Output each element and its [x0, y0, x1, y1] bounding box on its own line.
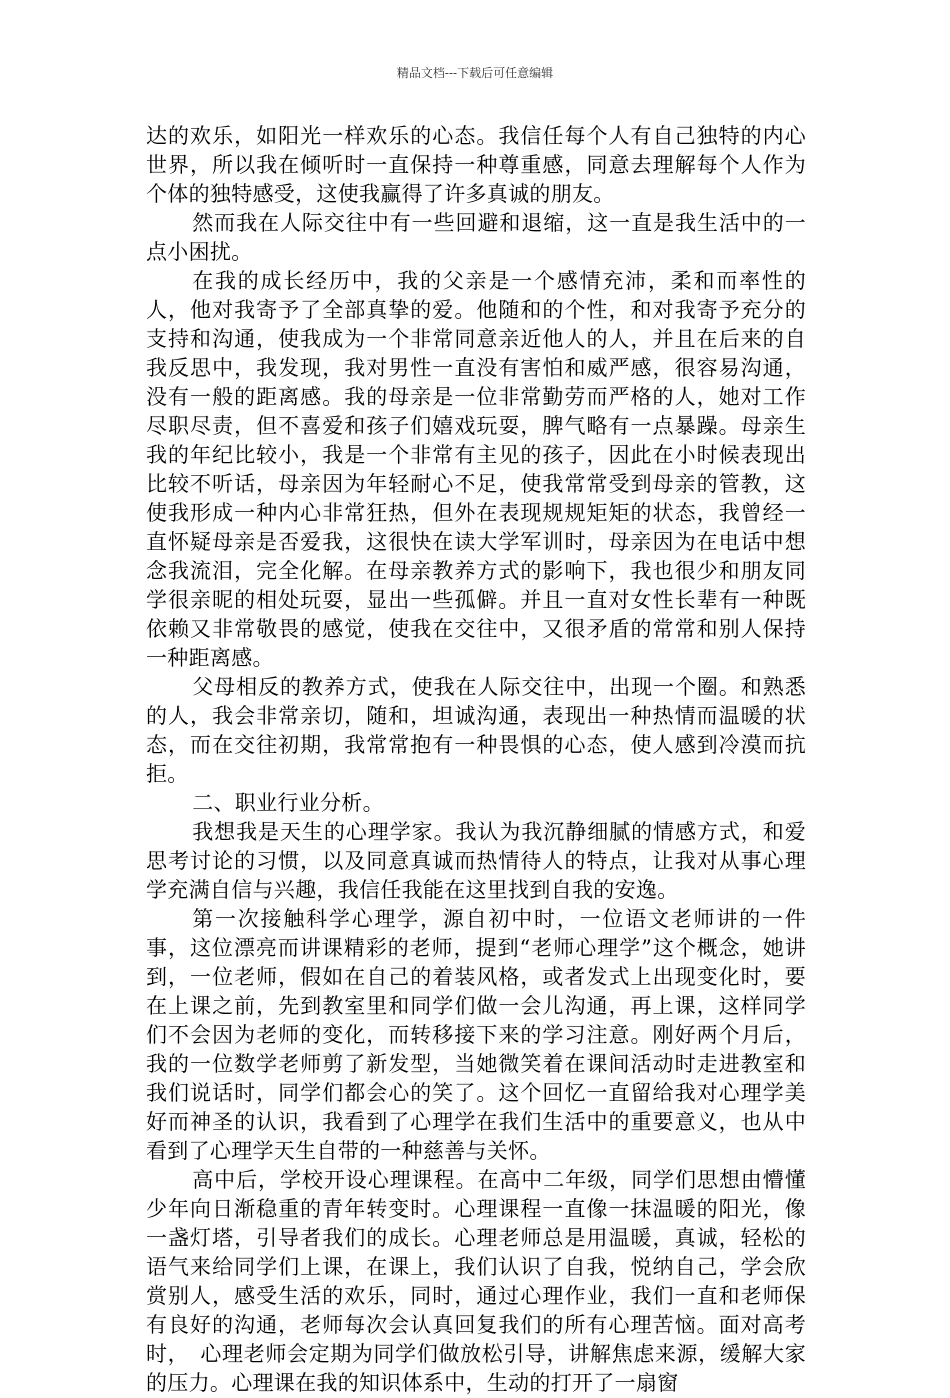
paragraph: 在我的成长经历中，我的父亲是一个感情充沛，柔和而率性的人，他对我寄予了全部真挚的爱。他随和的个性，和对我寄予充分的支持和沟通，使我成为一个非常同意亲近他人的人，并且在后来的自我反思中，我发现，我对男性一直没有害怕和威严感，很容易沟通，没有一般的距离感。我的母亲是一位非常勤劳而严格的人，她对工作尽职尽责，但不喜爱和孩子们嬉戏玩耍，脾气略有一点暴躁。母亲生我的年纪比较小，我是一个非常有主见的孩子，因此在小时候表现出比较不听话，母亲因为年轻耐心不足，使我常常受到母亲的管教，这使我形成一种内心非常狂热，但外在表现规规矩矩的状态，我曾经一直怀疑母亲是否爱我，这很快在读大学军训时，母亲因为在电话中想念我流泪，完全化解。在母亲教养方式的影响下，我也很少和朋友同学很亲昵的相处玩耍，显出一些孤僻。并且一直对女性长辈有一种既依赖又非常敬畏的感觉，使我在交往中，又很矛盾的常常和别人保持一种距离感。 [146, 269, 806, 670]
document-body [146, 122, 806, 1398]
paragraph: 然而我在人际交往中有一些回避和退缩，这一直是我生活中的一点小困扰。 [146, 211, 806, 264]
page-header: 精品文档---下载后可任意编辑 [396, 66, 554, 80]
paragraph: 高中后，学校开设心理课程。在高中二年级，同学们思想由懵懂少年向日渐稳重的青年转变时。心理课程一直像一抹温暖的阳光，像一盏灯塔，引导者我们的成长。心理老师总是用温暖，真诚，轻松的语气来给同学们上课，在课上，我们认识了自我，悦纳自己，学会欣赏别人，感受生活的欢乐，同时，通过心理作业，我们一直和老师保有良好的沟通，老师每次会认真回复我们的所有心理苦恼。面对高考时， 心理老师会定期为同学们做放松引导，讲解焦虑来源，缓解大家的压力。心理课在我的知识体系中，生动的打开了一扇窗 [146, 1168, 806, 1395]
paragraph: 父母相反的教养方式，使我在人际交往中，出现一个圈。和熟悉的人，我会非常亲切，随和，坦诚沟通，表现出一种热情而温暖的状态，而在交往初期，我常常抱有一种畏惧的心态，使人感到冷漠而抗拒。 [146, 675, 806, 786]
section-heading: 二、职业行业分析。 [192, 791, 384, 815]
paragraph: 我想我是天生的心理学家。我认为我沉静细腻的情感方式，和爱思考讨论的习惯，以及同意真诚而热情待人的特点，让我对从事心理学充满自信与兴趣，我信任我能在这里找到自我的安逸。 [146, 820, 806, 902]
paragraph: 达的欢乐，如阳光一样欢乐的心态。我信任每个人有自己独特的内心世界，所以我在倾听时一直保持一种尊重感，同意去理解每个人作为个体的独特感受，这使我赢得了许多真诚的朋友。 [146, 124, 806, 206]
paragraph: 第一次接触科学心理学，源自初中时，一位语文老师讲的一件事，这位漂亮而讲课精彩的老师，提到“老师心理学”这个概念，她讲到，一位老师，假如在自己的着装风格，或者发式上出现变化时，要在上课之前，先到教室里和同学们做一会儿沟通，再上课，这样同学们不会因为老师的变化，而转移接下来的学习注意。刚好两个月后，我的一位数学老师剪了新发型，当她微笑着在课间活动时走进教室和我们说话时，同学们都会心的笑了。这个回忆一直留给我对心理学美好而神圣的认识，我看到了心理学在我们生活中的重要意义，也从中看到了心理学天生自带的一种慈善与关怀。 [146, 907, 806, 1163]
